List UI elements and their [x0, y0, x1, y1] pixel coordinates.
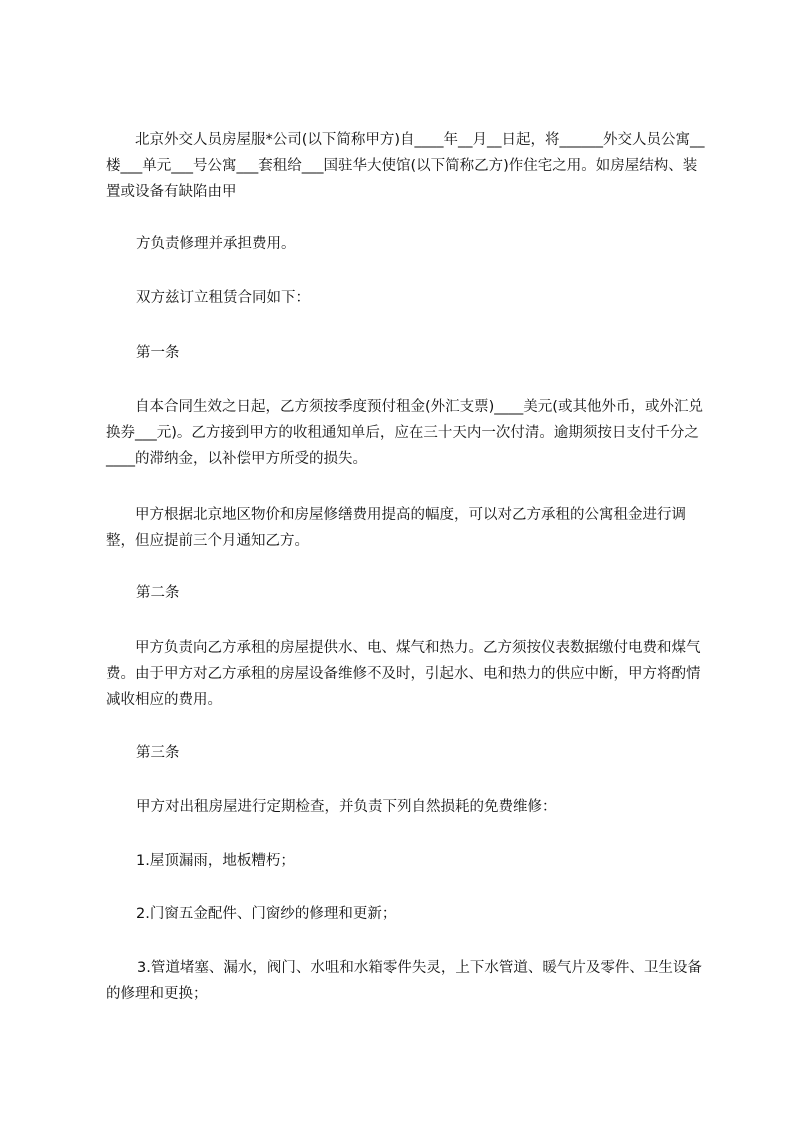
maintenance-item-1: 1.屋顶漏雨，地板糟朽； — [136, 853, 295, 869]
maintenance-item-2: 2.门窗五金配件、门窗纱的修理和更新； — [136, 906, 397, 922]
paragraph-intro: 北京外交人员房屋服*公司(以下简称甲方)自____年__月__日起，将______外交人员公寓__楼___单元___号公寓___套租给___国驻华大使馆(以下简称乙方)作住宅之用。如房屋结构、装置或设备有缺陷由甲 — [106, 132, 705, 200]
paragraph-repair-responsibility: 方负责修理并承担费用。 — [136, 236, 296, 252]
article-3-heading: 第三条 — [136, 745, 180, 761]
article-1-adjustment-paragraph: 甲方根据北京地区物价和房屋修缮费用提高的幅度，可以对乙方承租的公寓租金进行调整，但应提前三个月通知乙方。 — [106, 507, 686, 549]
article-1-rent-paragraph: 自本合同生效之日起，乙方须按季度预付租金(外汇支票)____美元(或其他外币，或外汇兑换券___元)。乙方接到甲方的收租通知单后，应在三十天内一次付清。逾期须按日支付千分之____的滞纳金，以补偿甲方所受的损失。 — [106, 399, 703, 467]
article-3-maintenance-intro: 甲方对出租房屋进行定期检查，并负责下列自然损耗的免费维修： — [136, 799, 557, 815]
article-2-heading: 第二条 — [136, 585, 180, 601]
article-1-heading: 第一条 — [136, 345, 180, 361]
paragraph-agreement-intro: 双方兹订立租赁合同如下： — [136, 290, 310, 306]
maintenance-item-3: 3.管道堵塞、漏水，阀门、水咀和水箱零件失灵，上下水管道、暖气片及零件、卫生设备的修理和更换； — [106, 960, 702, 1002]
article-2-utilities-paragraph: 甲方负责向乙方承租的房屋提供水、电、煤气和热力。乙方须按仪表数据缴付电费和煤气费。由于甲方对乙方承租的房屋设备维修不及时，引起水、电和热力的供应中断，甲方将酌情减收相应的费用。 — [106, 640, 701, 708]
